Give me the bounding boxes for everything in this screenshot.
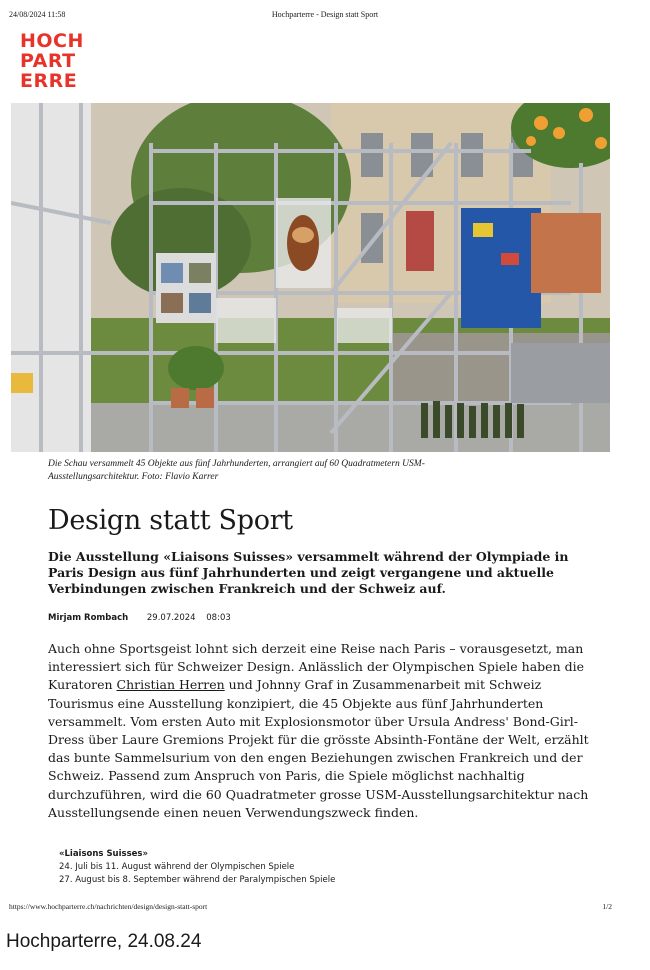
source-stamp: Hochparterre, 24.08.24: [6, 931, 202, 952]
article-title: Design statt Sport: [48, 505, 293, 536]
article-lead: Die Ausstellung «Liaisons Suisses» versammelt während der Olympiade in Paris Design aus fünf Jahrhunderten und zeigt vergangene und aktuelle Verbindungen zwischen Frankreich und der Schweiz auf.: [48, 549, 569, 596]
author-name[interactable]: Mirjam Rombach: [48, 613, 129, 623]
print-page-title: Hochparterre - Design statt Sport: [271, 10, 379, 19]
article-body: [48, 640, 593, 822]
hochparterre-logo[interactable]: [20, 31, 84, 91]
exhibition-title: «Liaisons Suisses»: [59, 849, 148, 859]
logo-line-3: ERRE: [20, 70, 78, 92]
photo-caption: Die Schau versammelt 45 Objekte aus fünf Jahrhunderten, arrangiert auf 60 Quadratmetern USM-Ausstellungsarchitektur. Foto: Flavio Karrer: [48, 459, 425, 482]
exhibition-dates-olympics: 24. Juli bis 11. August während der Olympischen Spiele: [59, 862, 295, 872]
print-datetime: 24/08/2024 11:58: [9, 10, 66, 19]
print-url: https://www.hochparterre.ch/nachrichten/design/design-statt-sport: [9, 902, 208, 911]
exhibition-info: [59, 848, 335, 887]
exhibition-dates-paralympics: 27. August bis 8. September während der Paralympischen Spiele: [59, 875, 336, 885]
byline: [48, 613, 231, 623]
print-page-number: 1/2: [602, 902, 612, 911]
logo-line-2: PART: [20, 50, 76, 72]
curator-link[interactable]: Christian Herren: [116, 677, 225, 693]
body-text-2: und Johnny Graf in Zusammenarbeit mit Schweiz Tourismus eine Ausstellung konzipiert, die 45 Objekte aus fünf Jahrhunderten versammelt. Vom ersten Auto mit Explosionsmotor über Ursula Andress' Bond-Girl-Dress über Laure Gremions Projekt für die grösste Absinth-Fontäne der Welt, erzählt das bunte Sammelsurium von den engen Beziehungen zwischen Frankreich und der Schweiz. Passend zum Anspruch von Paris, die Spiele möglichst nachhaltig durchzuführen, wird die 60 Quadratmeter grosse USM-Ausstellungsarchitektur nach Ausstellungsende einen neuen Verwendungszweck finden.: [48, 677, 589, 820]
publish-date: 29.07.2024: [146, 613, 196, 623]
publish-time: 08:03: [206, 613, 231, 623]
article-photo: [11, 103, 610, 452]
body-text-1: Auch ohne Sportsgeist lohnt sich derzeit eine Reise nach Paris – vorausgesetzt, man interessiert sich für Schweizer Design. Anlässlich der Olympischen Spiele haben die Kuratoren: [48, 641, 584, 693]
logo-line-1: HOCH: [20, 30, 84, 52]
